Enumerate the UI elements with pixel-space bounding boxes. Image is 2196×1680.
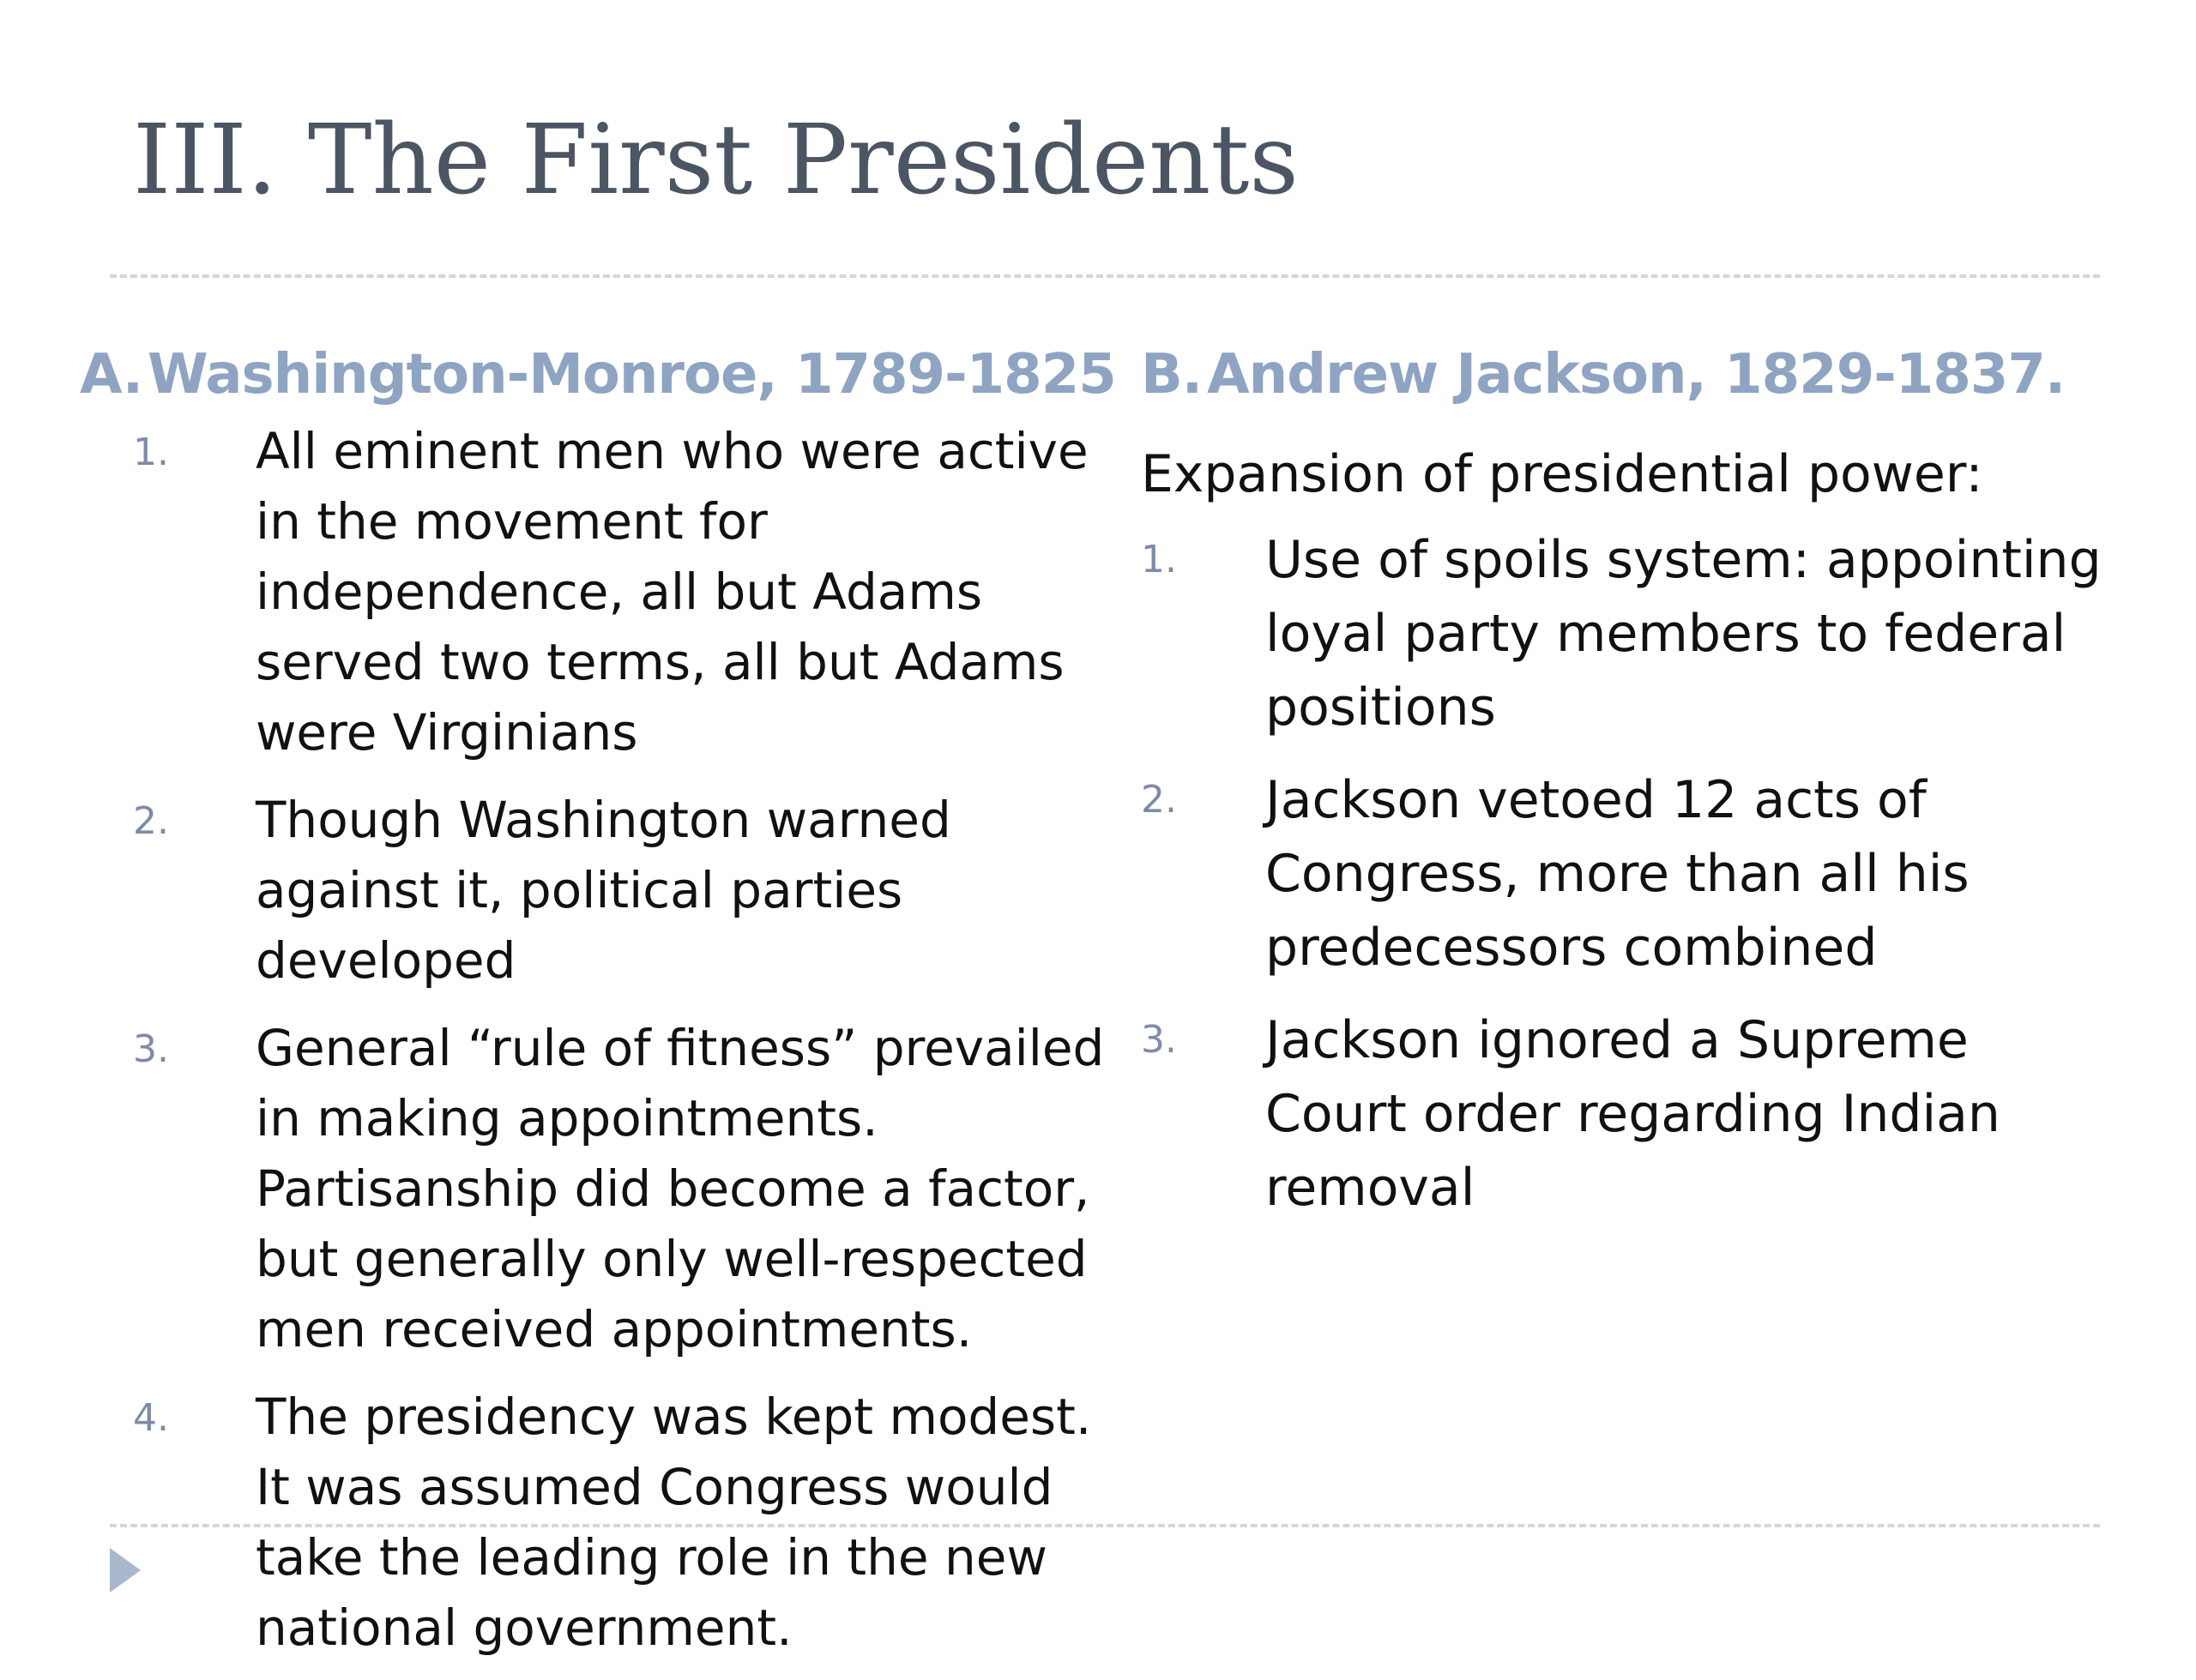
- list-item: [1141, 1003, 2110, 1225]
- list-item-text: All eminent men who were active in the movement for independence, all but Adams served two terms, all but Adams were Virginians: [256, 422, 1089, 762]
- list-item-number: 1.: [1141, 538, 1177, 581]
- column-b-intro: Expansion of presidential power:: [1141, 444, 1983, 504]
- list-item-number: 3.: [1141, 1018, 1177, 1062]
- column-b-heading: [1141, 339, 2110, 412]
- column-a-heading-text: Washington-Monroe, 1789-1825: [148, 343, 1116, 406]
- list-item: [80, 1382, 1092, 1663]
- list-item-text: The presidency was kept modest. It was assumed Congress would take the leading role in the new national government.: [256, 1388, 1092, 1657]
- column-b-marker: B.: [1141, 343, 1203, 406]
- list-item: [80, 785, 1075, 996]
- list-item-number: 2.: [1141, 778, 1177, 822]
- column-b-heading-text: Andrew Jackson, 1829-1837.: [1207, 343, 2066, 406]
- list-item-number: 1.: [133, 431, 169, 474]
- list-item-number: 4.: [133, 1396, 169, 1440]
- column-a-heading: [80, 339, 1116, 412]
- list-item-text: Jackson ignored a Supreme Court order regarding Indian removal: [1265, 1010, 2000, 1218]
- column-a-marker: A.: [80, 343, 143, 406]
- list-item: [80, 416, 1089, 768]
- list-item: [1141, 763, 2110, 985]
- list-item: [80, 1013, 1105, 1364]
- footer-divider: [110, 1524, 2100, 1527]
- list-item-text: General “rule of fitness” prevailed in making appointments. Partisanship did become a factor, but generally only well-respected men received appointments.: [256, 1019, 1105, 1358]
- triangle-right-icon: [110, 1548, 141, 1593]
- column-a-list: [80, 416, 1105, 1663]
- list-item-text: Though Washington warned against it, political parties developed: [256, 791, 951, 990]
- column-andrew-jackson: [1141, 339, 2110, 1243]
- list-item-text: Use of spoils system: appointing loyal party members to federal positions: [1265, 530, 2102, 738]
- column-washington-monroe: [80, 339, 1116, 1680]
- list-item: [1141, 523, 2110, 744]
- column-b-list: [1141, 523, 2110, 1225]
- list-item-text: Jackson vetoed 12 acts of Congress, more than all his predecessors combined: [1265, 770, 1970, 978]
- list-item-number: 2.: [133, 799, 169, 843]
- title-divider: [110, 274, 2100, 278]
- list-item-number: 3.: [133, 1027, 169, 1071]
- slide-title: III. The First Presidents: [133, 105, 1299, 216]
